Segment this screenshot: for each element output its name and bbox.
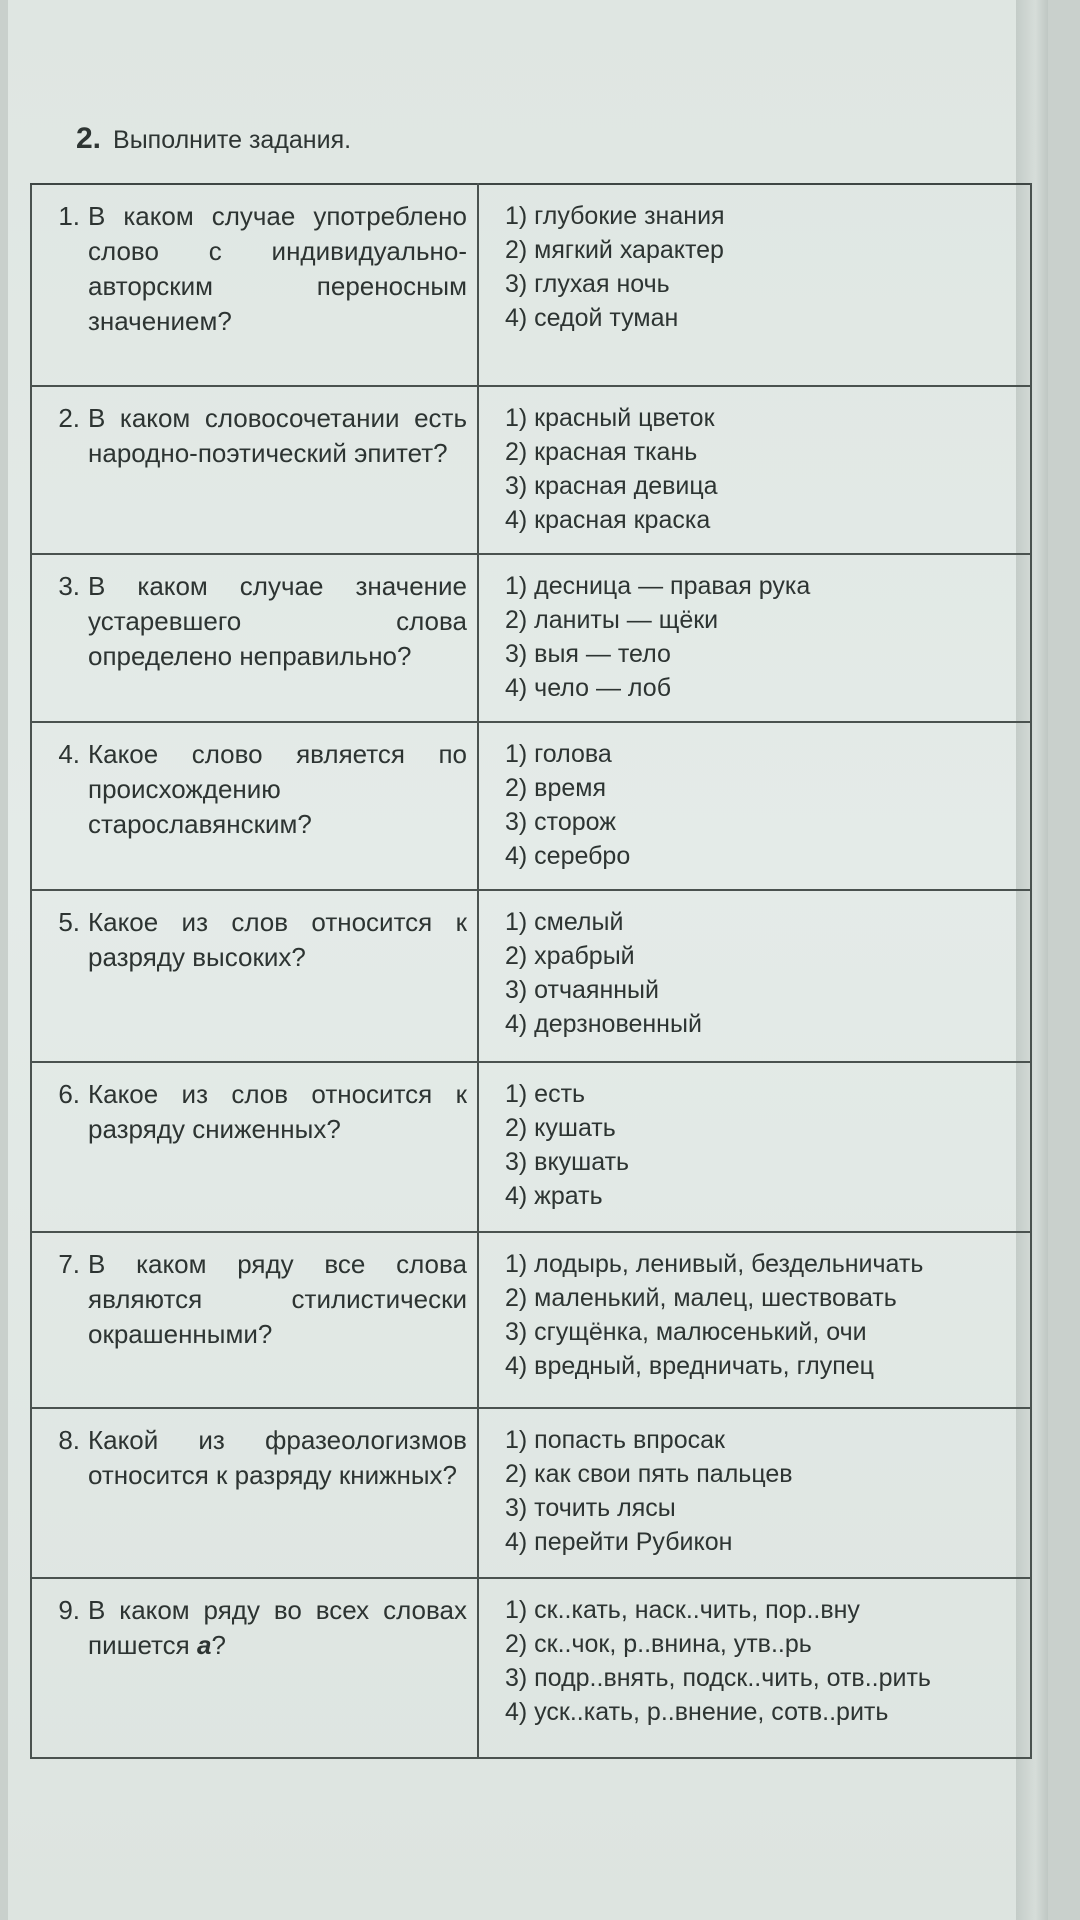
task-question: В каком словосочетании есть народно-поэтический эпитет? <box>88 403 467 468</box>
option[interactable]: 1) лодырь, ленивый, бездельничать <box>505 1250 924 1278</box>
task-question: В каком ряду все слова являются стилистически окрашенными? <box>88 1249 467 1349</box>
option[interactable]: 3) подр..внять, подск..чить, отв..рить <box>505 1664 931 1692</box>
task-question-end: ? <box>211 1630 226 1660</box>
option[interactable]: 4) дерзновенный <box>505 1010 702 1038</box>
task-question: Какой из фразеологизмов относится к разряду книжных? <box>88 1425 467 1490</box>
option[interactable]: 4) красная краска <box>505 506 711 534</box>
option[interactable]: 3) отчаянный <box>505 976 659 1004</box>
option[interactable]: 1) красный цветок <box>505 404 715 432</box>
workbook-page <box>8 0 1048 1920</box>
task-row-4 <box>31 722 1031 890</box>
task-question: В каком случае значение устаревшего слова определено неправильно? <box>88 571 467 671</box>
exercise-heading <box>76 122 351 156</box>
task-options-cell <box>478 890 1031 1062</box>
option[interactable]: 2) время <box>505 774 606 802</box>
option[interactable]: 2) ск..чок, р..внина, утв..рь <box>505 1630 812 1658</box>
task-number: 7. <box>58 1249 80 1279</box>
task-number: 4. <box>58 739 80 769</box>
exercise-title: Выполните задания. <box>113 126 352 154</box>
option[interactable]: 1) смелый <box>505 908 624 936</box>
task-row-2 <box>31 386 1031 554</box>
task-row-5 <box>31 890 1031 1062</box>
task-row-8 <box>31 1408 1031 1578</box>
option[interactable]: 3) выя — тело <box>505 640 671 668</box>
task-question-cell <box>31 184 478 386</box>
task-question-cell <box>31 722 478 890</box>
task-row-7 <box>31 1232 1031 1408</box>
option[interactable]: 4) уск..кать, р..внение, сотв..рить <box>505 1698 889 1726</box>
task-number: 6. <box>58 1079 80 1109</box>
option[interactable]: 2) храбрый <box>505 942 635 970</box>
task-question: Какое из слов относится к разряду высоких? <box>88 907 467 972</box>
option[interactable]: 1) есть <box>505 1080 586 1108</box>
task-question-cell <box>31 1062 478 1232</box>
task-question: В каком случае употреблено слово с индивидуально-авторским переносным значением? <box>88 201 467 336</box>
option[interactable]: 4) серебро <box>505 842 631 870</box>
option[interactable]: 4) вредный, вредничать, глупец <box>505 1352 874 1380</box>
task-options-cell <box>478 1232 1031 1408</box>
option[interactable]: 2) как свои пять пальцев <box>505 1460 793 1488</box>
task-options-cell <box>478 184 1031 386</box>
option[interactable]: 2) ланиты — щёки <box>505 606 719 634</box>
exercise-number: 2. <box>76 122 102 155</box>
task-question-cell <box>31 1578 478 1758</box>
option[interactable]: 1) попасть впросак <box>505 1426 725 1454</box>
option[interactable]: 3) точить лясы <box>505 1494 676 1522</box>
option[interactable]: 1) десница — правая рука <box>505 572 811 600</box>
option[interactable]: 3) глухая ночь <box>505 270 670 298</box>
task-question <box>88 1593 467 1663</box>
option[interactable]: 3) вкушать <box>505 1148 630 1176</box>
option[interactable]: 2) кушать <box>505 1114 616 1142</box>
option[interactable]: 2) мягкий характер <box>505 236 724 264</box>
option[interactable]: 3) сторож <box>505 808 616 836</box>
task-number: 8. <box>58 1425 80 1455</box>
option[interactable]: 4) перейти Рубикон <box>505 1528 733 1556</box>
task-row-1 <box>31 184 1031 386</box>
option[interactable]: 3) красная девица <box>505 472 718 500</box>
task-options-cell <box>478 554 1031 722</box>
option[interactable]: 2) красная ткань <box>505 438 698 466</box>
task-question-cell <box>31 554 478 722</box>
task-options-cell <box>478 1578 1031 1758</box>
task-number: 1. <box>58 201 80 231</box>
option[interactable]: 3) сгущёнка, малюсенький, очи <box>505 1318 867 1346</box>
task-row-6 <box>31 1062 1031 1232</box>
task-question-cell <box>31 386 478 554</box>
task-options-cell <box>478 722 1031 890</box>
task-question-cell <box>31 1232 478 1408</box>
option[interactable]: 1) голова <box>505 740 612 768</box>
task-options-cell <box>478 386 1031 554</box>
task-question: Какое из слов относится к разряду сниженных? <box>88 1079 467 1144</box>
task-options-cell <box>478 1062 1031 1232</box>
task-number: 5. <box>58 907 80 937</box>
option[interactable]: 1) ск..кать, наск..чить, пор..вну <box>505 1596 860 1624</box>
task-row-9 <box>31 1578 1031 1758</box>
option[interactable]: 4) чело — лоб <box>505 674 672 702</box>
option[interactable]: 4) жрать <box>505 1182 603 1210</box>
task-question-letter: а <box>197 1630 212 1660</box>
task-options-cell <box>478 1408 1031 1578</box>
task-question: Какое слово является по происхождению старославянским? <box>88 739 467 839</box>
option[interactable]: 4) седой туман <box>505 304 679 332</box>
tasks-table <box>30 183 1032 1759</box>
task-question-cell <box>31 890 478 1062</box>
task-row-3 <box>31 554 1031 722</box>
task-number: 9. <box>58 1595 80 1625</box>
task-number: 2. <box>58 403 80 433</box>
task-number: 3. <box>58 571 80 601</box>
option[interactable]: 2) маленький, малец, шествовать <box>505 1284 897 1312</box>
task-question-cell <box>31 1408 478 1578</box>
option[interactable]: 1) глубокие знания <box>505 202 725 230</box>
task-question-text: В каком ряду во всех словах пишется <box>88 1595 467 1660</box>
